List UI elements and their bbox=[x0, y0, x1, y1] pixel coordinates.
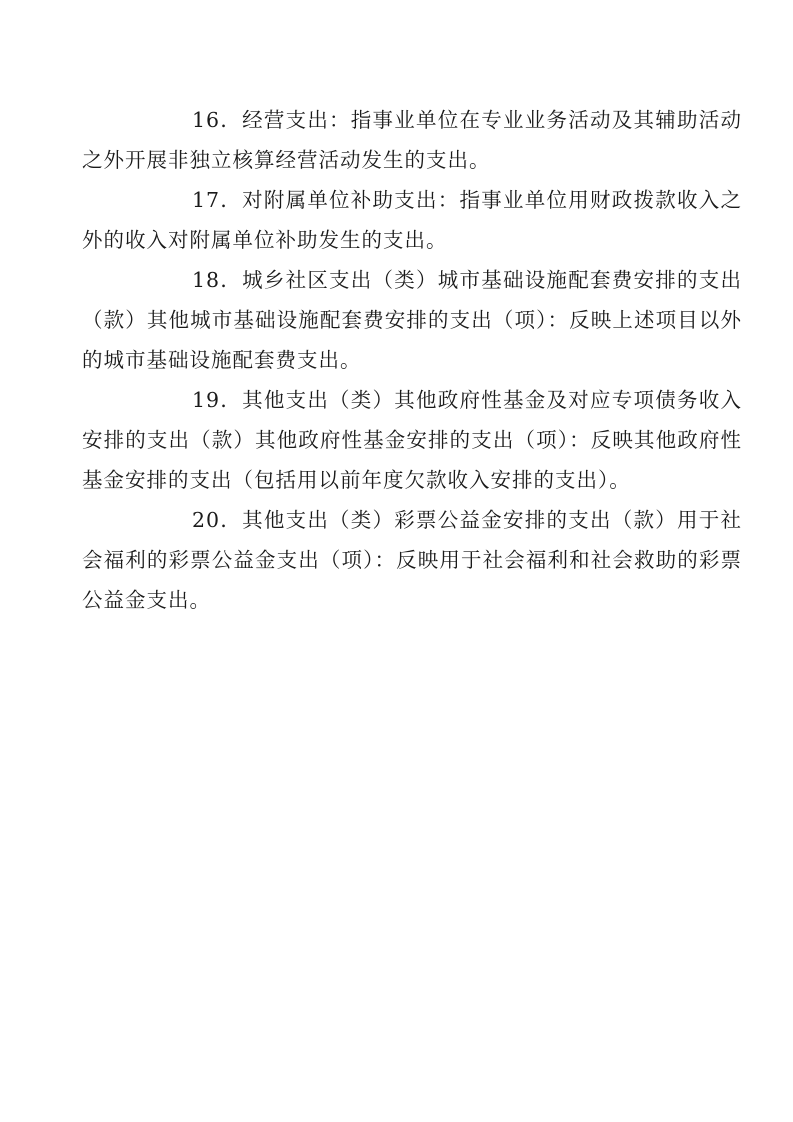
paragraph-17: 17．对附属单位补助支出：指事业单位用财政拨款收入之外的收入对附属单位补助发生的支出。 bbox=[82, 188, 742, 252]
paragraph-16: 16．经营支出：指事业单位在专业业务活动及其辅助活动之外开展非独立核算经营活动发生的支出。 bbox=[82, 108, 742, 172]
paragraph-20: 20．其他支出（类）彩票公益金安排的支出（款）用于社会福利的彩票公益金支出（项）：反映用于社会福利和社会救助的彩票公益金支出。 bbox=[82, 508, 742, 612]
document-body bbox=[82, 100, 742, 620]
paragraph-18: 18．城乡社区支出（类）城市基础设施配套费安排的支出（款）其他城市基础设施配套费安排的支出（项）：反映上述项目以外的城市基础设施配套费支出。 bbox=[82, 268, 742, 372]
paragraph-19: 19．其他支出（类）其他政府性基金及对应专项债务收入安排的支出（款）其他政府性基金安排的支出（项）：反映其他政府性基金安排的支出（包括用以前年度欠款收入安排的支出）。 bbox=[82, 388, 742, 492]
